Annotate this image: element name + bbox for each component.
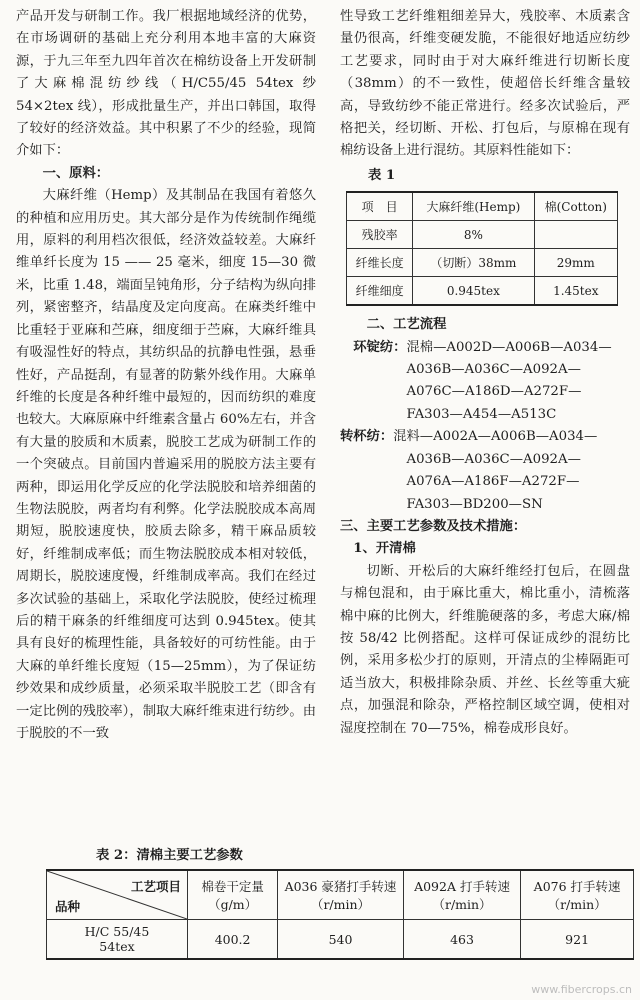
section3-title: 三、主要工艺参数及技术措施： xyxy=(340,518,527,534)
flow-line: A036B—A036C—A092A— xyxy=(406,451,581,467)
table-cell: 463 xyxy=(403,920,520,960)
table-header-row xyxy=(47,870,634,920)
section1-paragraph: 大麻纤维（Hemp）及其制品在我国有着悠久的种植和应用历史。其大部分是作为传统制作绳缆用，原料的利用档次很低，经济效益较差。大麻纤维单纤长度为 15 —— 25 毫米，细度 15—30 微米，比重 1.48，端面呈钝角形，分子结构为纵向排列，紧密整齐，结晶度及定向度高。在麻类纤维中比重轻于亚麻和苎麻，细度细于苎麻，大麻纤维具有吸湿性好的特点，其纺织品的抗静电性强，悬垂性好，产品挺刮，有显著的防紫外线作用。大麻单纤维的长度是各种纤维中最短的，因而纺织的难度也较大。大麻原麻中纤维素含量占 60%左右，并含有大量的胶质和木质素，脱胶工艺成为研制工作的一个突破点。目前国内普遍采用的脱胶方法主要有两种，即运用化学反应的化学法脱胶和培养细菌的生物法脱胶，两者均有利弊。化学法脱胶成本高周期短，脱胶速度快，胶质去除多，精干麻品质较好，纤维制成率低；而生物法脱胶成本相对较低，周期长，脱胶速度慢，纤维制成率高。我们在经过多次试验的基础上，采取化学法脱胶，使经过梳理后的精干麻条的纤维细度可达到 0.945tex。使其具有良好的梳理性能，具备较好的可纺性能。由于大麻的单纤维长度短（15—25mm），为了保证纺纱效果和成纱质量，必须采取半脱胶工艺（即含有一定比例的残胶率），制取大麻纤维束进行纺纱。由于脱胶的不一致 xyxy=(16,188,316,741)
cleaning-parameters-table xyxy=(46,869,634,960)
table-header-row xyxy=(347,192,618,221)
table-cell: （切断）38mm xyxy=(413,249,534,277)
table-corner-cell xyxy=(47,870,188,920)
flow-line: 混料—A002A—A006B—A034— xyxy=(393,429,598,445)
table-header-cell: 棉(Cotton) xyxy=(534,192,617,221)
row-label-line: H/C 55/45 xyxy=(84,924,150,939)
table-header-cell: A092A 打手转速（r/min） xyxy=(403,870,520,920)
corner-header-top: 工艺项目 xyxy=(130,879,181,894)
subsection1-paragraph: 切断、开松后的大麻纤维经打包后，在圆盘与棉包混和，由于麻比重大，棉比重小，清梳落棉中麻的比例大，纤维脆硬落的多，考虑大麻/棉按 58/42 比例搭配。这样可保证成纱的混纺比例，采用多松少打的原则，开清点的尘棒隔距可适当放大，积极排除杂质、并丝、长丝等重大疵点，加强混和除杂，严格控制区域空调，使相对湿度控制在 70—75%，棉卷成形良好。 xyxy=(340,563,630,736)
table-header-cell: A036 豪猪打手转速（r/min） xyxy=(278,870,404,920)
table2-caption: 表 2：清棉主要工艺参数 xyxy=(96,848,243,863)
row-label-cell xyxy=(47,920,188,960)
table-header-cell: A076 打手转速（r/min） xyxy=(521,870,634,920)
table-row xyxy=(347,249,618,277)
flow-line: A076A—A186F—A272F— xyxy=(406,474,580,490)
flow-line: FA303—A454—A513C xyxy=(406,406,557,422)
table-row xyxy=(347,277,618,306)
raw-material-table xyxy=(346,191,618,306)
flow-line: A036B—A036C—A092A— xyxy=(406,362,581,378)
table-header-cell: 项 目 xyxy=(347,192,413,221)
ring-spinning-label: 环锭纺： xyxy=(353,339,407,355)
table-cell: 1.45tex xyxy=(534,277,617,306)
intro-paragraph: 产品开发与研制工作。我厂根据地域经济的优势，在市场调研的基础上充分利用本地丰富的大麻资源，于九三年至九四年首次在棉纺设备上开发研制了大麻棉混纺纱线（H/C55/45 54tex 纱 54×2tex 线），形成批量生产，并出口韩国，取得了较好的经济效益。其中积累了不少的经验，现简介如下： xyxy=(16,9,330,159)
table-cell: 0.945tex xyxy=(413,277,534,306)
corner-header-bottom: 品种 xyxy=(55,899,81,914)
continued-paragraph: 性导致工艺纤维粗细差异大，残胶率、木质素含量仍很高，纤维变硬发脆，不能很好地适应纺纱工艺要求，同时由于对大麻纤维进行切断长度（38mm）的不一致性，使超倍长纤维含量较高，导致纺纱不能正常进行。经多次试验后，严格把关，经切断、开松、打包后，与原棉在现有棉纺设备上进行混纺。其原料性能如下： xyxy=(340,9,630,159)
table-cell xyxy=(534,221,617,249)
table-row xyxy=(347,221,618,249)
table1-caption: 表 1 xyxy=(368,167,396,183)
table-cell: 纤维细度 xyxy=(347,277,413,306)
table2-block xyxy=(16,844,628,960)
section1-title: 一、原料： xyxy=(42,165,110,181)
table-cell: 400.2 xyxy=(188,920,278,960)
rotor-spinning-label: 转杯纺： xyxy=(340,429,394,445)
left-column xyxy=(16,6,330,745)
row-label-line: 54tex xyxy=(99,939,135,954)
table-cell: 921 xyxy=(521,920,634,960)
table-row xyxy=(47,920,634,960)
section2-title: 二、工艺流程 xyxy=(366,317,447,333)
flow-line: A076C—A186D—A272F— xyxy=(406,384,582,400)
flow-line: 混棉—A002D—A006B—A034— xyxy=(406,339,612,355)
subsection1-title: 1、开清棉 xyxy=(353,541,416,557)
rotor-spinning-flow xyxy=(340,426,630,516)
table-header-cell: 大麻纤维(Hemp) xyxy=(413,192,534,221)
right-column xyxy=(340,6,630,740)
table-header-cell: 棉卷干定量（g/m） xyxy=(188,870,278,920)
flow-line: FA303—BD200—SN xyxy=(406,496,543,512)
table-cell: 540 xyxy=(278,920,404,960)
table-cell: 残胶率 xyxy=(347,221,413,249)
table-cell: 29mm xyxy=(534,249,617,277)
table-cell: 纤维长度 xyxy=(347,249,413,277)
ring-spinning-flow xyxy=(340,337,630,427)
table-cell: 8% xyxy=(413,221,534,249)
watermark: www.fibercrops.cn xyxy=(531,983,632,996)
